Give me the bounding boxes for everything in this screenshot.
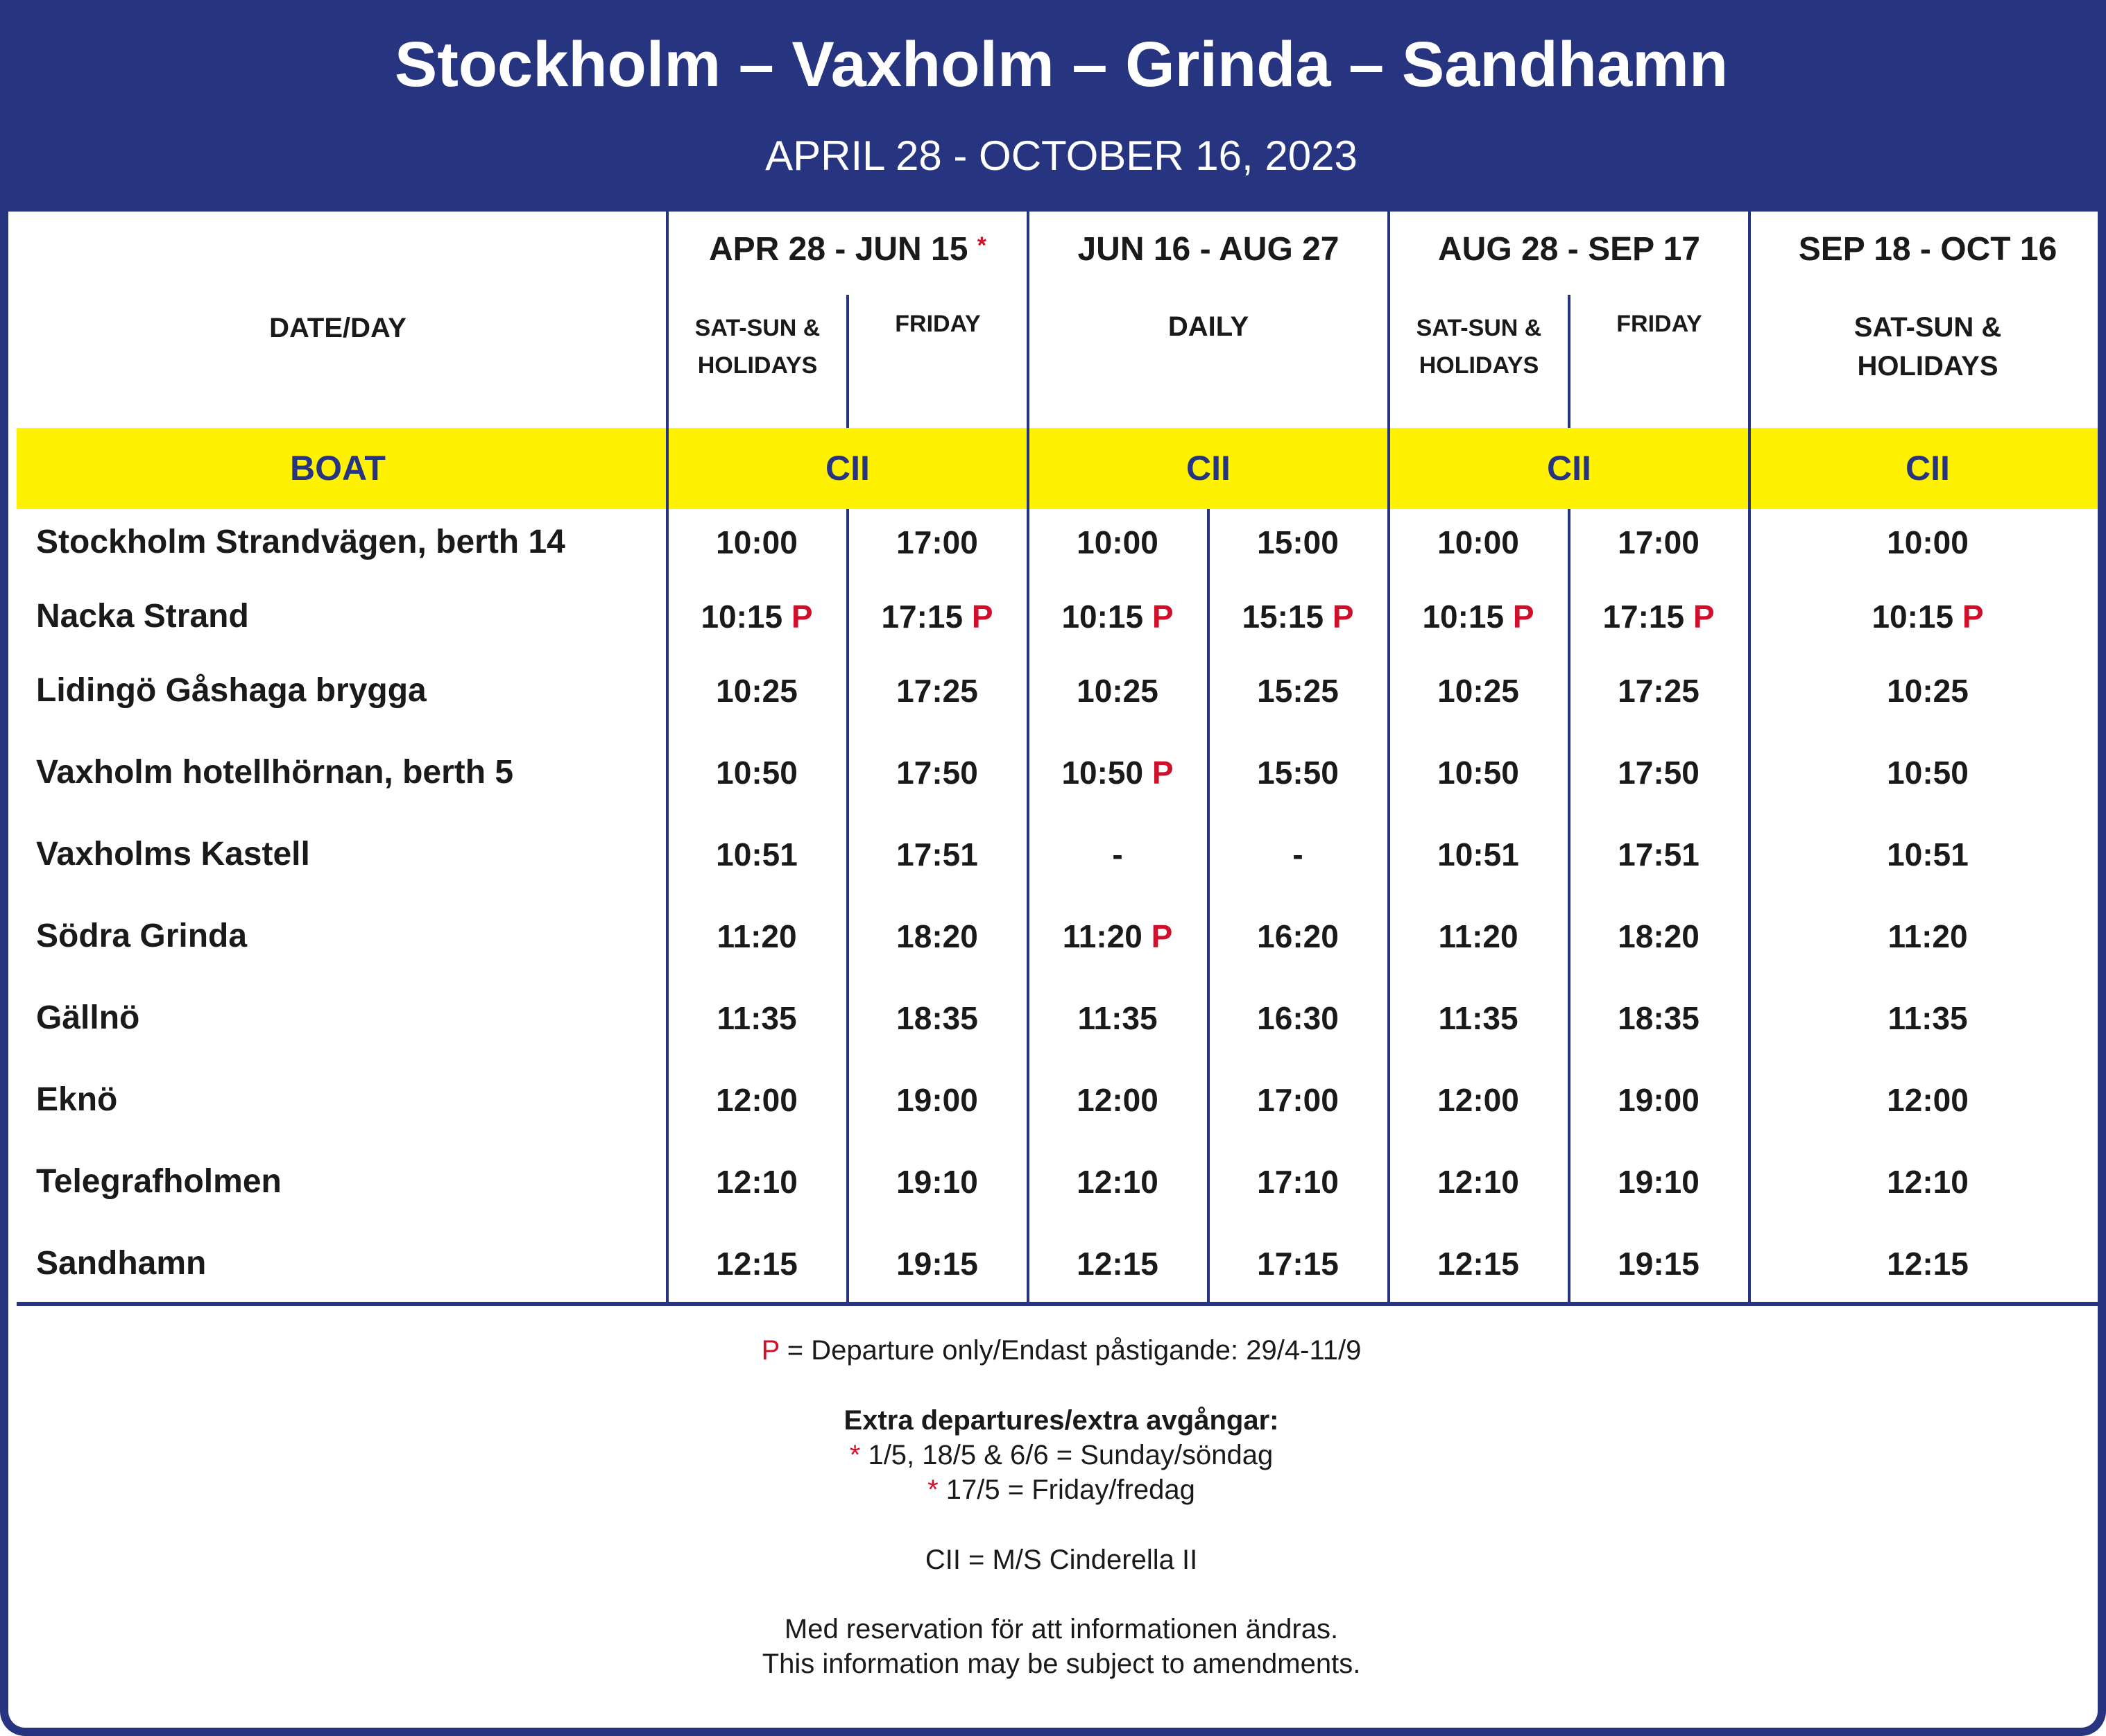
departure-time-cell [1209, 994, 1387, 1042]
page-title: Stockholm – Vaxholm – Grinda – Sandhamn [394, 29, 1729, 100]
departure-time: 11:35 [1438, 1000, 1518, 1036]
boat-label: BOAT [290, 449, 386, 488]
period-header-3: AUG 28 - SEP 17 [1438, 231, 1700, 268]
departure-time-cell [1209, 1076, 1387, 1124]
boat-code-1: CII [825, 449, 870, 488]
departure-time: 11:35 [717, 1000, 797, 1036]
departure-only-marker: P [1332, 599, 1354, 635]
departure-time: 11:35 [1887, 1000, 1968, 1036]
subcolumn-divider [1568, 295, 1570, 428]
departure-time-cell [1570, 1158, 1747, 1206]
departure-time-cell [668, 1158, 846, 1206]
departure-time-cell [848, 667, 1026, 715]
departure-time-cell [1570, 1239, 1747, 1288]
departure-time-cell [668, 994, 846, 1042]
departure-time-cell [1209, 748, 1387, 797]
stop-name: Eknö [36, 1081, 118, 1118]
departure-time: 11:20 [1887, 918, 1968, 954]
departure-time-cell [1754, 592, 2101, 641]
boat-code-3: CII [1547, 449, 1591, 488]
departure-time-cell [848, 748, 1026, 797]
departure-time: 18:35 [896, 1000, 978, 1036]
departure-time: 12:10 [716, 1164, 798, 1200]
departure-time-cell [668, 1239, 846, 1288]
stop-name: Telegrafholmen [36, 1163, 282, 1200]
departure-time: 17:50 [1618, 755, 1700, 791]
departure-time: 10:50 [1061, 755, 1144, 791]
departure-time: 17:00 [1257, 1082, 1339, 1118]
departure-time-cell [848, 830, 1026, 879]
footnote-text: 1/5, 18/5 & 6/6 = Sunday/söndag [860, 1440, 1274, 1470]
departure-time-cell [668, 518, 846, 567]
asterisk-marker: * [849, 1440, 861, 1470]
departure-only-marker: P [1151, 918, 1173, 954]
departure-time: - [1112, 836, 1123, 873]
header-banner [8, 0, 2106, 212]
departure-time-cell [1029, 518, 1206, 567]
footnote-heading: Extra departures/extra avgångar: [844, 1405, 1279, 1436]
subcolumn-divider [846, 295, 849, 428]
day-label-sat-sun-holidays [1389, 309, 1569, 384]
departure-time-cell [1029, 748, 1206, 797]
departure-time: 17:50 [896, 755, 978, 791]
asterisk-marker: * [927, 1475, 939, 1505]
departure-time: 11:20 [1438, 918, 1518, 954]
extra-departure-line [8, 1472, 2106, 1507]
departure-time: 10:15 [701, 599, 783, 635]
day-label-daily: DAILY [1167, 311, 1249, 342]
footnote-p-key [8, 1333, 2106, 1368]
departure-time: 10:25 [1437, 673, 1519, 709]
period-header-2: JUN 16 - AUG 27 [1077, 231, 1339, 268]
departure-time-cell [1570, 830, 1747, 879]
departure-time-cell [1754, 1076, 2101, 1124]
table-bottom-rule [17, 1302, 2106, 1306]
departure-time: 10:25 [1077, 673, 1158, 709]
departure-time: 12:15 [716, 1246, 798, 1282]
departure-time-cell [1029, 994, 1206, 1042]
departure-time-cell [1754, 830, 2101, 879]
period-label-1: APR 28 - JUN 15 [708, 231, 968, 268]
departure-time: 17:15 [1257, 1246, 1339, 1282]
departure-time-cell [668, 1076, 846, 1124]
departure-time: 18:20 [1618, 918, 1700, 954]
departure-time: 17:15 [1602, 599, 1685, 635]
departure-time-cell [1209, 592, 1387, 641]
departure-time-cell [1029, 592, 1206, 641]
departure-time: 17:10 [1257, 1164, 1339, 1200]
period-header-4: SEP 18 - OCT 16 [1798, 231, 2057, 268]
departure-time-cell [1029, 667, 1206, 715]
departure-time-cell [1209, 667, 1387, 715]
departure-time: 19:00 [1618, 1082, 1700, 1118]
stop-name: Vaxholms Kastell [36, 836, 310, 873]
day-label-line: HOLIDAYS [1857, 351, 1998, 381]
departure-time-cell [1389, 994, 1567, 1042]
column-divider [1748, 212, 1751, 1302]
departure-time: 19:00 [896, 1082, 978, 1118]
departure-time: 16:30 [1257, 1000, 1339, 1036]
departure-time-cell [668, 830, 846, 879]
boat-key: CII = M/S Cinderella II [925, 1545, 1198, 1575]
extra-departures-heading [8, 1403, 2106, 1438]
departure-time: 10:00 [716, 524, 798, 560]
departure-time: 10:25 [716, 673, 798, 709]
departure-time-cell [1570, 592, 1747, 641]
footnote-text: 17/5 = Friday/fredag [938, 1475, 1195, 1505]
departure-only-marker: P [1152, 599, 1174, 635]
departure-time: 12:15 [1887, 1246, 1969, 1282]
day-label-friday: FRIDAY [895, 311, 981, 337]
departure-time: 16:20 [1257, 918, 1339, 954]
departure-time: 10:15 [1061, 599, 1144, 635]
departure-time-cell [1209, 518, 1387, 567]
date-day-label: DATE/DAY [269, 313, 406, 343]
departure-time-cell [1570, 994, 1747, 1042]
departure-time: 10:00 [1077, 524, 1158, 560]
departure-time: 12:00 [1887, 1082, 1969, 1118]
departure-time-cell [1570, 748, 1747, 797]
departure-only-marker: P [791, 599, 813, 635]
departure-time-cell [1754, 994, 2101, 1042]
departure-time: 12:00 [716, 1082, 798, 1118]
day-label-friday: FRIDAY [1616, 311, 1702, 337]
departure-only-marker: P [971, 599, 993, 635]
departure-time-cell [1389, 518, 1567, 567]
departure-time: 11:20 [1062, 918, 1142, 954]
departure-time-cell [1209, 1239, 1387, 1288]
departure-time: 19:10 [1618, 1164, 1700, 1200]
departure-time-cell [1754, 912, 2101, 961]
day-label-line: SAT-SUN & [1854, 312, 2002, 343]
departure-only-marker: P [1152, 755, 1174, 791]
p-marker: P [761, 1335, 780, 1366]
extra-departure-line [8, 1438, 2106, 1472]
departure-time-cell [1029, 912, 1206, 961]
departure-time-cell [1389, 748, 1567, 797]
departure-time: 12:00 [1437, 1082, 1519, 1118]
departure-time-cell [1029, 830, 1206, 879]
departure-time-cell [1029, 1076, 1206, 1124]
departure-time: 12:15 [1437, 1246, 1519, 1282]
departure-time-cell [1209, 830, 1387, 879]
stop-name: Vaxholm hotellhörnan, berth 5 [36, 754, 514, 791]
departure-time: 10:50 [1887, 755, 1969, 791]
departure-time-cell [1570, 912, 1747, 961]
departure-time: 12:10 [1437, 1164, 1519, 1200]
departure-time-cell [1754, 1239, 2101, 1288]
stop-name: Stockholm Strandvägen, berth 14 [36, 524, 565, 560]
disclaimer-swedish: Med reservation för att informationen ändras. [784, 1614, 1339, 1644]
departure-only-marker: P [1693, 599, 1715, 635]
departure-time: 15:25 [1257, 673, 1339, 709]
departure-time: 17:00 [1618, 524, 1700, 560]
departure-time: 17:15 [881, 599, 964, 635]
departure-time: 17:51 [896, 836, 978, 873]
stop-name: Nacka Strand [36, 598, 249, 635]
departure-time: 10:00 [1887, 524, 1969, 560]
departure-time: 12:10 [1887, 1164, 1969, 1200]
stop-name: Lidingö Gåshaga brygga [36, 672, 427, 709]
day-label-line: SAT-SUN & [1416, 315, 1542, 341]
boat-code-2: CII [1186, 449, 1231, 488]
departure-time-cell [848, 912, 1026, 961]
departure-time-cell [1389, 667, 1567, 715]
day-label-line: HOLIDAYS [1419, 352, 1539, 379]
departure-time: 15:00 [1257, 524, 1339, 560]
day-label-sat-sun-holidays [1749, 308, 2106, 386]
departure-time-cell [1389, 1239, 1567, 1288]
departure-time: 10:50 [716, 755, 798, 791]
stop-name: Södra Grinda [36, 918, 248, 954]
departure-time-cell [1389, 830, 1567, 879]
departure-time-cell [848, 1239, 1026, 1288]
departure-time: 10:15 [1422, 599, 1505, 635]
departure-time: 18:35 [1618, 1000, 1700, 1036]
departure-time: 10:00 [1437, 524, 1519, 560]
asterisk-marker: * [977, 232, 987, 259]
period-header-1 [667, 222, 1028, 277]
departure-time-cell [668, 592, 846, 641]
departure-time-cell [1754, 667, 2101, 715]
departure-time: - [1292, 836, 1303, 873]
day-label-sat-sun-holidays [667, 309, 848, 384]
departure-time-cell [1209, 912, 1387, 961]
day-label-line: HOLIDAYS [697, 352, 818, 379]
departure-time: 12:00 [1077, 1082, 1158, 1118]
boat-code-4: CII [1906, 449, 1950, 488]
departure-time: 17:00 [896, 524, 978, 560]
departure-time-cell [848, 592, 1026, 641]
departure-time-cell [1029, 1158, 1206, 1206]
departure-time: 19:15 [1618, 1246, 1700, 1282]
departure-only-marker: P [1512, 599, 1534, 635]
departure-time-cell [848, 1076, 1026, 1124]
departure-time-cell [1754, 518, 2101, 567]
stop-name: Gällnö [36, 999, 140, 1036]
departure-time-cell [848, 994, 1026, 1042]
departure-time: 10:50 [1437, 755, 1519, 791]
departure-time-cell [848, 518, 1026, 567]
departure-time-cell [1570, 518, 1747, 567]
departure-time: 10:15 [1872, 599, 1954, 635]
footnote-text: = Departure only/Endast påstigande: 29/4-11/9 [779, 1335, 1362, 1366]
departure-time-cell [1209, 1158, 1387, 1206]
departure-time-cell [668, 748, 846, 797]
departure-time: 10:51 [716, 836, 798, 873]
departure-time: 19:15 [896, 1246, 978, 1282]
departure-time: 12:15 [1077, 1246, 1158, 1282]
departure-time-cell [1389, 592, 1567, 641]
departure-time: 12:10 [1077, 1164, 1158, 1200]
departure-time-cell [1029, 1239, 1206, 1288]
departure-time: 15:15 [1242, 599, 1324, 635]
departure-time: 10:25 [1887, 673, 1969, 709]
departure-time-cell [668, 912, 846, 961]
departure-time: 10:51 [1887, 836, 1969, 873]
departure-time: 15:50 [1257, 755, 1339, 791]
departure-time-cell [668, 667, 846, 715]
departure-time-cell [1389, 1158, 1567, 1206]
departure-time: 18:20 [896, 918, 978, 954]
departure-time-cell [1389, 912, 1567, 961]
departure-time: 10:51 [1437, 836, 1519, 873]
departure-time: 17:25 [1618, 673, 1700, 709]
departure-time-cell [1570, 667, 1747, 715]
departure-only-marker: P [1962, 599, 1984, 635]
day-label-line: SAT-SUN & [694, 315, 821, 341]
departure-time-cell [1754, 1158, 2101, 1206]
stop-name: Sandhamn [36, 1245, 207, 1282]
departure-time-cell [1754, 748, 2101, 797]
departure-time: 17:51 [1618, 836, 1700, 873]
departure-time-cell [1570, 1076, 1747, 1124]
date-range-subtitle: APRIL 28 - OCTOBER 16, 2023 [765, 132, 1358, 179]
departure-time-cell [1389, 1076, 1567, 1124]
departure-time: 19:10 [896, 1164, 978, 1200]
departure-time-cell [848, 1158, 1026, 1206]
departure-time: 11:35 [1077, 1000, 1158, 1036]
departure-time: 17:25 [896, 673, 978, 709]
disclaimer-english: This information may be subject to amendments. [762, 1649, 1361, 1679]
departure-time: 11:20 [717, 918, 797, 954]
